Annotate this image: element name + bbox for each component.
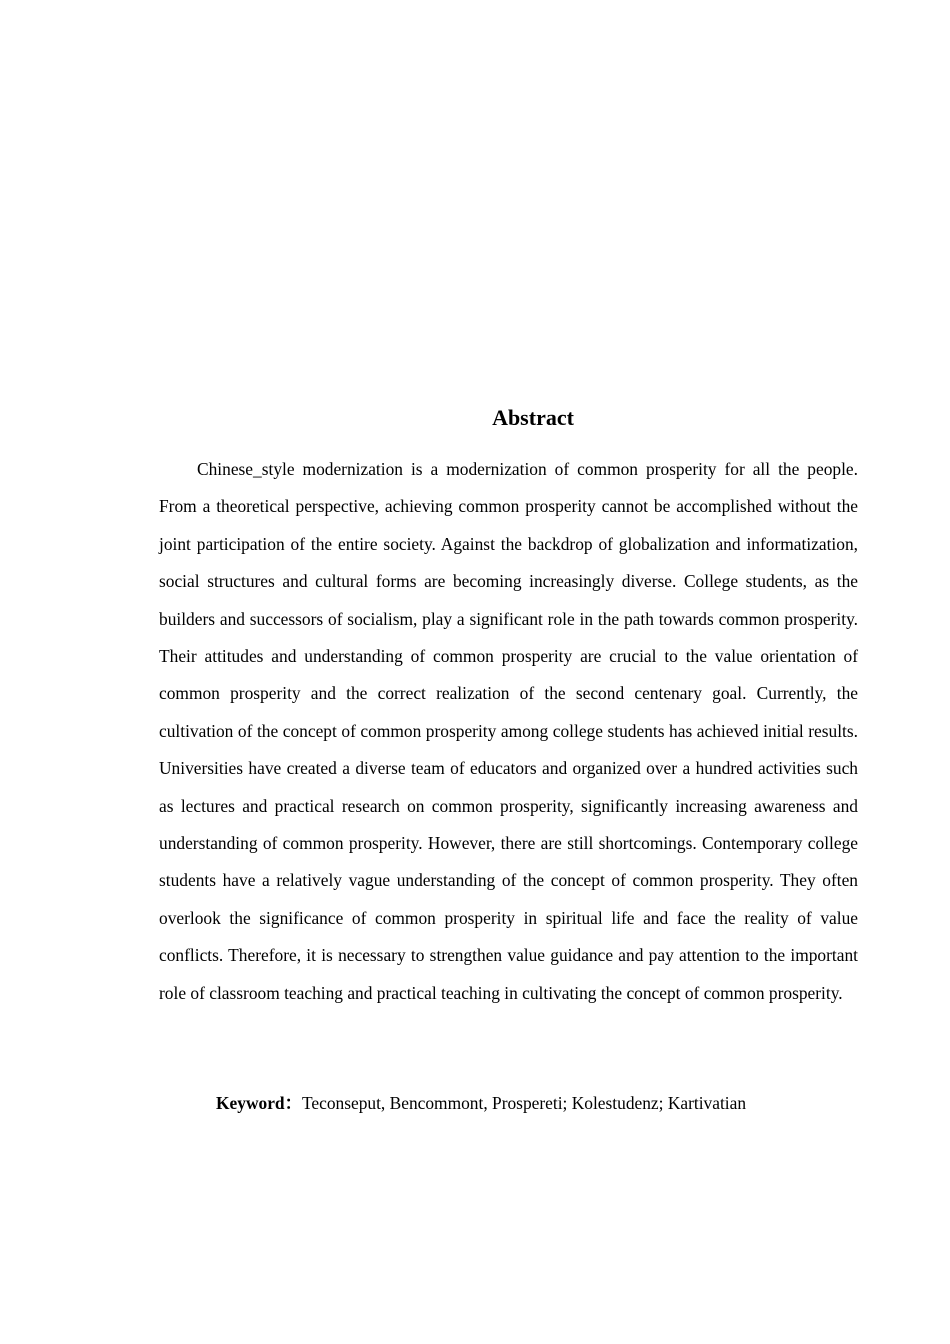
keyword-values: Teconseput, Bencommont, Prospereti; Kolestudenz; Kartivatian	[301, 1093, 747, 1113]
keyword-label: Keyword：	[216, 1093, 302, 1113]
abstract-body: Chinese_style modernization is a modernization of common prosperity for all the people. From a theoretical perspective, achieving common prosperity cannot be accomplished without the joint participation of the entire society. Against the backdrop of globalization and informatization, social structures and cultural forms are becoming increasingly diverse. College students, as the builders and successors of socialism, play a significant role in the path towards common prosperity. Their attitudes and understanding of common prosperity are crucial to the value orientation of common prosperity and the correct realization of the second centenary goal. Currently, the cultivation of the concept of common prosperity among college students has achieved initial results. Universities have created a diverse team of educators and organized over a hundred activities such as lectures and practical research on common prosperity, significantly increasing awareness and understanding of common prosperity. However, there are still shortcomings. Contemporary college students have a relatively vague understanding of the concept of common prosperity. They often overlook the significance of common prosperity in spiritual life and face the reality of value conflicts. Therefore, it is necessary to strengthen value guidance and pay attention to the important role of classroom teaching and practical teaching in cultivating the concept of common prosperity.	[159, 459, 858, 1003]
abstract-title: Abstract	[492, 405, 574, 430]
keyword-line	[216, 1085, 896, 1122]
